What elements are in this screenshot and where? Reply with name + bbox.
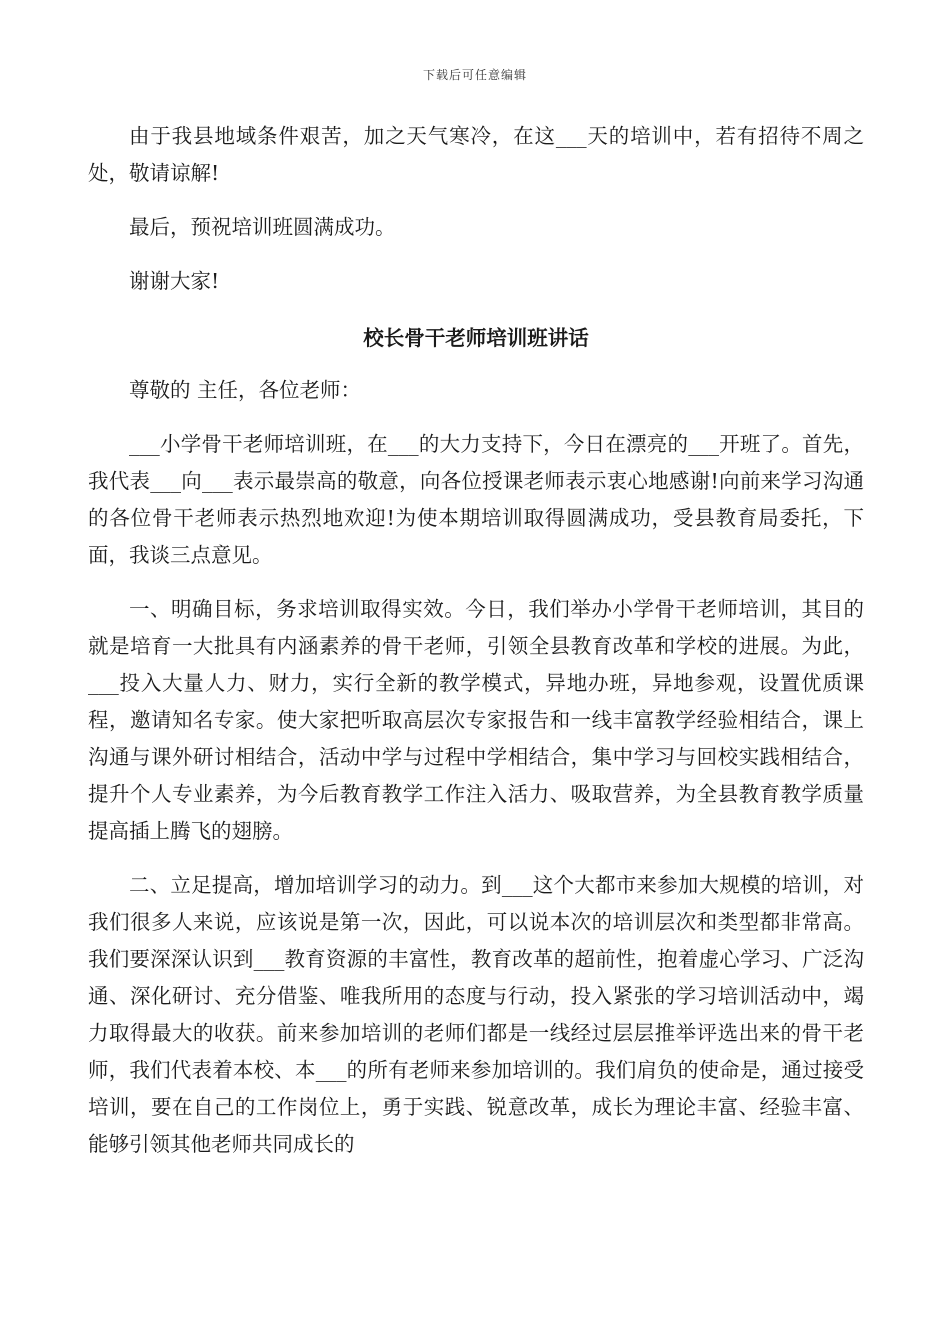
paragraph-point-two: 二、立足提高，增加培训学习的动力。到___这个大都市来参加大规模的培训，对我们很多人来说，应该说是第一次，因此，可以说本次的培训层次和类型都非常高。我们要深深认识到___教育资源的丰富性，教育改革的超前性，抱着虚心学习、广泛沟通、深化研讨、充分借鉴、唯我所用的态度与行动，投入紧张的学习培训活动中，竭力取得最大的收获。前来参加培训的老师们都是一线经过层层推举评选出来的骨干老师，我们代表着本校、本___的所有老师来参加培训的。我们肩负的使命是，通过接受培训，要在自己的工作岗位上，勇于实践、锐意改革，成长为理论丰富、经验丰富、能够引领其他老师共同成长的 (88, 873, 864, 1156)
paragraph-thanks: 谢谢大家! (129, 269, 220, 293)
paragraph-wish: 最后，预祝培训班圆满成功。 (129, 215, 396, 239)
salutation: 尊敬的 主任，各位老师： (129, 378, 362, 402)
paragraph-point-one: 一、明确目标，务求培训取得实效。今日，我们举办小学骨干老师培训，其目的就是培育一大批具有内涵素养的骨干老师，引领全县教育改革和学校的进展。为此，___投入大量人力、财力，实行全新的教学模式，异地办班，异地参观，设置优质课程，邀请知名专家。使大家把听取高层次专家报告和一线丰富教学经验相结合，课上沟通与课外研讨相结合，活动中学与过程中学相结合，集中学习与回校实践相结合，提升个人专业素养，为今后教育教学工作注入活力、吸取营养，为全县教育教学质量提高插上腾飞的翅膀。 (88, 597, 864, 843)
section-title: 校长骨干老师培训班讲话 (363, 326, 589, 350)
paragraph-apology: 由于我县地域条件艰苦，加之天气寒冷，在这___天的培训中，若有招待不周之处，敬请谅解! (88, 124, 864, 185)
document-body (88, 118, 864, 1163)
paragraph-opening: ___小学骨干老师培训班，在___的大力支持下，今日在漂亮的___开班了。首先，我代表___向___表示最崇高的敬意，向各位授课老师表示衷心地感谢!向前来学习沟通的各位骨干老师表示热烈地欢迎!为使本期培训取得圆满成功，受县教育局委托，下面，我谈三点意见。 (88, 432, 864, 567)
header-note: 下载后可任意编辑 (422, 68, 527, 82)
